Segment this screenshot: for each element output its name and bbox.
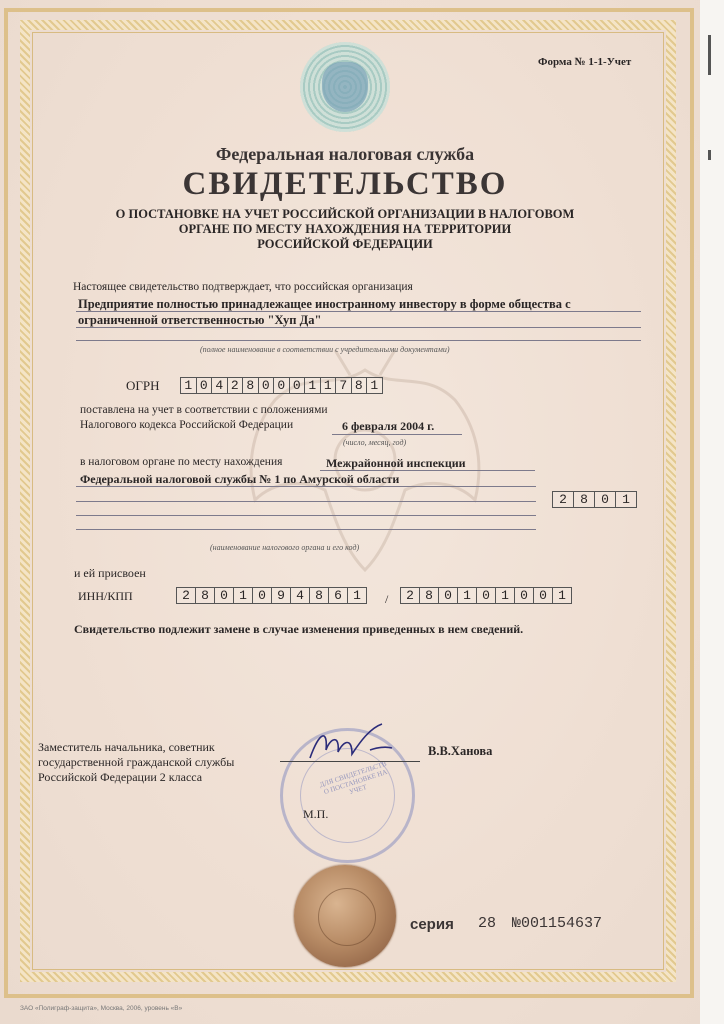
assigned-label: и ей присвоен — [74, 566, 146, 580]
handwritten-signature-icon — [300, 720, 400, 770]
printer-imprint: ЗАО «Полиграф-защита», Москва, 2006, уровень «В» — [20, 1005, 183, 1012]
fill-line — [76, 327, 641, 328]
tax-office-name-line-2: Федеральной налоговой службы № 1 по Амурской области — [80, 472, 400, 486]
replacement-notice: Свидетельство подлежит замене в случае изменения приведенных в нем сведений. — [74, 622, 524, 636]
inn-digits — [176, 587, 366, 604]
kpp-digit: 1 — [495, 587, 515, 604]
document-subtitle — [0, 207, 690, 252]
subtitle-line: ОРГАНЕ ПО МЕСТУ НАХОЖДЕНИЯ НА ТЕРРИТОРИИ — [178, 222, 512, 236]
inn-digit: 0 — [252, 587, 272, 604]
signer-name: В.В.Ханова — [428, 744, 493, 758]
fill-line — [332, 434, 462, 435]
organization-intro: Настоящее свидетельство подтверждает, что российская организация — [73, 281, 413, 293]
agency-name: Федеральная налоговая служба — [215, 144, 475, 164]
scan-edge-mark — [708, 150, 711, 160]
ogrn-digit: 0 — [273, 377, 290, 394]
ogrn-digit: 7 — [335, 377, 352, 394]
seal-eagle-icon — [318, 888, 376, 946]
code-digit: 1 — [615, 491, 637, 508]
inn-kpp-separator: / — [385, 592, 389, 606]
registration-line-1: поставлена на учет в соответствии с положениями — [80, 404, 328, 416]
tax-office-intro: в налоговом органе по месту нахождения — [80, 456, 283, 468]
fill-line — [76, 529, 536, 530]
kpp-digit: 0 — [514, 587, 534, 604]
fill-line — [76, 501, 536, 502]
kpp-digit: 1 — [552, 587, 572, 604]
organization-name-caption: (полное наименование в соответствии с учредительными документами) — [200, 345, 450, 354]
ogrn-digit: 8 — [242, 377, 259, 394]
form-number: Форма № 1-1-Учет — [538, 56, 632, 68]
series-label: серия — [410, 916, 454, 933]
fill-line — [76, 311, 641, 312]
kpp-digit: 8 — [419, 587, 439, 604]
inn-digit: 0 — [214, 587, 234, 604]
series-number: 28 — [478, 915, 497, 932]
ogrn-digit: 2 — [227, 377, 244, 394]
organization-name: Предприятие полностью принадлежащее иностранному инвестору в форме общества с ограниченной ответственностью "Хуп Да" — [78, 297, 571, 327]
ogrn-digit: 1 — [180, 377, 197, 394]
inn-digit: 2 — [176, 587, 196, 604]
inn-digit: 1 — [347, 587, 367, 604]
kpp-digit: 0 — [533, 587, 553, 604]
document-title: СВИДЕТЕЛЬСТВО — [182, 166, 508, 202]
kpp-digits — [400, 587, 571, 604]
ogrn-digit: 1 — [304, 377, 321, 394]
code-digit: 0 — [594, 491, 616, 508]
scan-edge — [700, 0, 724, 1024]
registration-date-caption: (число, месяц, год) — [343, 438, 407, 447]
ogrn-digit: 8 — [351, 377, 368, 394]
code-digit: 2 — [552, 491, 574, 508]
inn-digit: 4 — [290, 587, 310, 604]
ogrn-label: ОГРН — [126, 378, 160, 393]
kpp-digit: 1 — [457, 587, 477, 604]
ogrn-digit: 0 — [196, 377, 213, 394]
serial-number: №001154637 — [512, 915, 603, 932]
ogrn-digits — [180, 377, 382, 394]
inn-digit: 8 — [309, 587, 329, 604]
ogrn-digit: 0 — [289, 377, 306, 394]
inn-digit: 8 — [195, 587, 215, 604]
inn-digit: 6 — [328, 587, 348, 604]
inn-digit: 9 — [271, 587, 291, 604]
tax-office-code-digits — [552, 491, 636, 508]
subtitle-line: О ПОСТАНОВКЕ НА УЧЕТ РОССИЙСКОЙ ОРГАНИЗАЦИИ В НАЛОГОВОМ — [115, 207, 575, 221]
signer-position: Заместитель начальника, советник государственной гражданской службы Российской Федерации 2 класса — [38, 740, 235, 784]
registration-date: 6 февраля 2004 г. — [342, 419, 435, 433]
fill-line — [76, 515, 536, 516]
emblem-eagle-icon — [322, 62, 368, 112]
code-digit: 8 — [573, 491, 595, 508]
fill-line — [76, 486, 536, 487]
kpp-digit: 2 — [400, 587, 420, 604]
scan-edge-mark — [708, 35, 711, 75]
ogrn-digit: 4 — [211, 377, 228, 394]
ogrn-digit: 1 — [320, 377, 337, 394]
registration-line-2: Налогового кодекса Российской Федерации — [80, 419, 294, 431]
ogrn-digit: 0 — [258, 377, 275, 394]
inn-digit: 1 — [233, 587, 253, 604]
fill-line — [320, 470, 535, 471]
subtitle-line: РОССИЙСКОЙ ФЕДЕРАЦИИ — [257, 237, 433, 251]
tax-office-caption: (наименование налогового органа и его код) — [210, 543, 360, 552]
kpp-digit: 0 — [476, 587, 496, 604]
kpp-digit: 0 — [438, 587, 458, 604]
tax-office-name-line-1: Межрайонной инспекции — [326, 456, 466, 470]
inn-kpp-label: ИНН/КПП — [78, 589, 133, 603]
fill-line — [76, 340, 641, 341]
ogrn-digit: 1 — [366, 377, 383, 394]
stamp-text: ДЛЯ СВИДЕТЕЛЬСТВ О ПОСТАНОВКЕ НА УЧЕТ — [318, 759, 389, 797]
seal-place-label: М.П. — [303, 807, 329, 821]
